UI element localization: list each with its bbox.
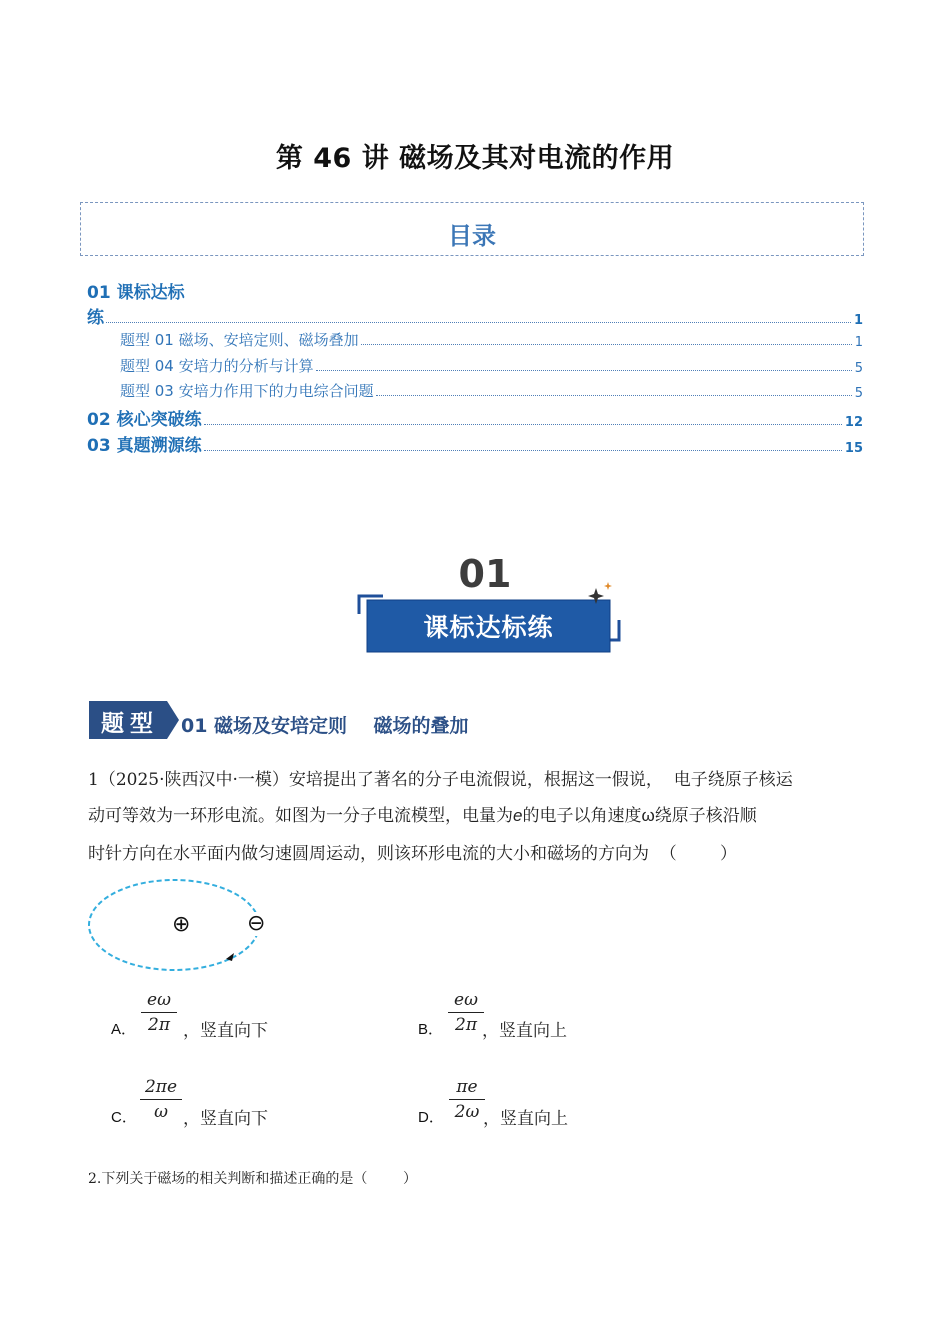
toc-entry-5[interactable] — [87, 405, 863, 430]
toc-leader — [316, 370, 852, 371]
option-letter: D． — [418, 1109, 444, 1126]
q-text: 绕原子核沿顺 — [654, 806, 757, 826]
denominator: ω — [154, 1102, 168, 1122]
numerator: eω — [147, 990, 171, 1010]
option-letter: A． — [111, 1021, 137, 1038]
numerator: eω — [454, 990, 478, 1010]
question1-line3: 时针方向在水平面内做匀速圆周运动，则该环形电流的大小和磁场的方向为 （ ） — [88, 844, 738, 864]
toc-page: 1 — [853, 313, 863, 328]
toc-leader — [204, 424, 842, 425]
orbit-diagram — [86, 876, 276, 976]
toc-leader — [106, 322, 851, 323]
toc-entry-6[interactable] — [87, 431, 863, 456]
q-text: 动可等效为一环形电流。如图为一分子电流模型，电量为 — [88, 806, 513, 826]
denominator: 2ω — [454, 1102, 480, 1122]
denominator: 2π — [148, 1015, 170, 1035]
option-text: ，竖直向下 — [183, 1109, 268, 1129]
numerator: 2πe — [144, 1077, 178, 1097]
option-fraction — [449, 1077, 485, 1122]
option-fraction — [140, 1077, 182, 1122]
toc-page: 12 — [844, 415, 863, 430]
toc-page: 15 — [844, 441, 863, 456]
symbol-e: e — [513, 806, 523, 825]
toc-entry-4[interactable] — [120, 380, 863, 401]
symbol-omega: ω — [641, 806, 655, 825]
denominator: 2π — [455, 1015, 477, 1035]
option-letter: B． — [418, 1021, 444, 1038]
toc-entry-label: 题型 04 安培力的分析与计算 — [120, 357, 314, 375]
option-fraction — [141, 990, 177, 1035]
type-badge — [89, 701, 179, 739]
toc-entry-label: 题型 03 安培力作用下的力电综合问题 — [120, 382, 374, 400]
option-letter: C． — [111, 1109, 137, 1126]
toc-entry-label: 03 真题溯源练 — [87, 436, 202, 456]
toc-entry-label: 02 核心突破练 — [87, 410, 202, 430]
toc-leader — [376, 395, 852, 396]
toc-entry-3[interactable] — [120, 355, 863, 376]
option-text: ，竖直向上 — [483, 1109, 568, 1129]
electron-icon: ⊖ — [247, 911, 266, 936]
option-fraction — [448, 990, 484, 1035]
type-heading: 01 磁场及安培定则 磁场的叠加 — [181, 715, 469, 737]
nucleus-icon: ⊕ — [172, 912, 191, 937]
toc-heading: 目录 — [448, 222, 496, 250]
banner-number: 01 — [458, 552, 512, 596]
question1-line1: 1（2025·陕西汉中·一模）安培提出了著名的分子电流假说，根据这一假说， 电子绕原子核运 — [88, 770, 793, 790]
question2-text: 2.下列关于磁场的相关判断和描述正确的是（ ） — [88, 1171, 417, 1187]
banner-label: 课标达标练 — [423, 613, 554, 642]
toc-entry-1[interactable] — [87, 303, 863, 328]
toc-entry-1-line2: 练 — [87, 308, 104, 328]
toc-leader — [204, 450, 842, 451]
toc-entry-2[interactable] — [120, 329, 863, 350]
toc-entry-label: 题型 01 磁场、安培定则、磁场叠加 — [120, 331, 359, 349]
q-text: 的电子以角速度 — [522, 806, 642, 826]
badge-label: 题型 — [101, 710, 159, 737]
toc-page: 5 — [854, 361, 863, 376]
toc-leader — [361, 344, 852, 345]
toc-entry-1-line1[interactable]: 01 课标达标 — [87, 283, 185, 303]
option-text: ，竖直向下 — [183, 1021, 268, 1041]
numerator: πe — [456, 1077, 478, 1097]
option-text: ，竖直向上 — [482, 1021, 567, 1041]
toc-page: 5 — [854, 386, 863, 401]
page-title: 第 46 讲 磁场及其对电流的作用 — [275, 143, 675, 174]
section-banner — [355, 552, 625, 664]
toc-page: 1 — [854, 335, 863, 350]
question1-line2 — [88, 800, 757, 832]
